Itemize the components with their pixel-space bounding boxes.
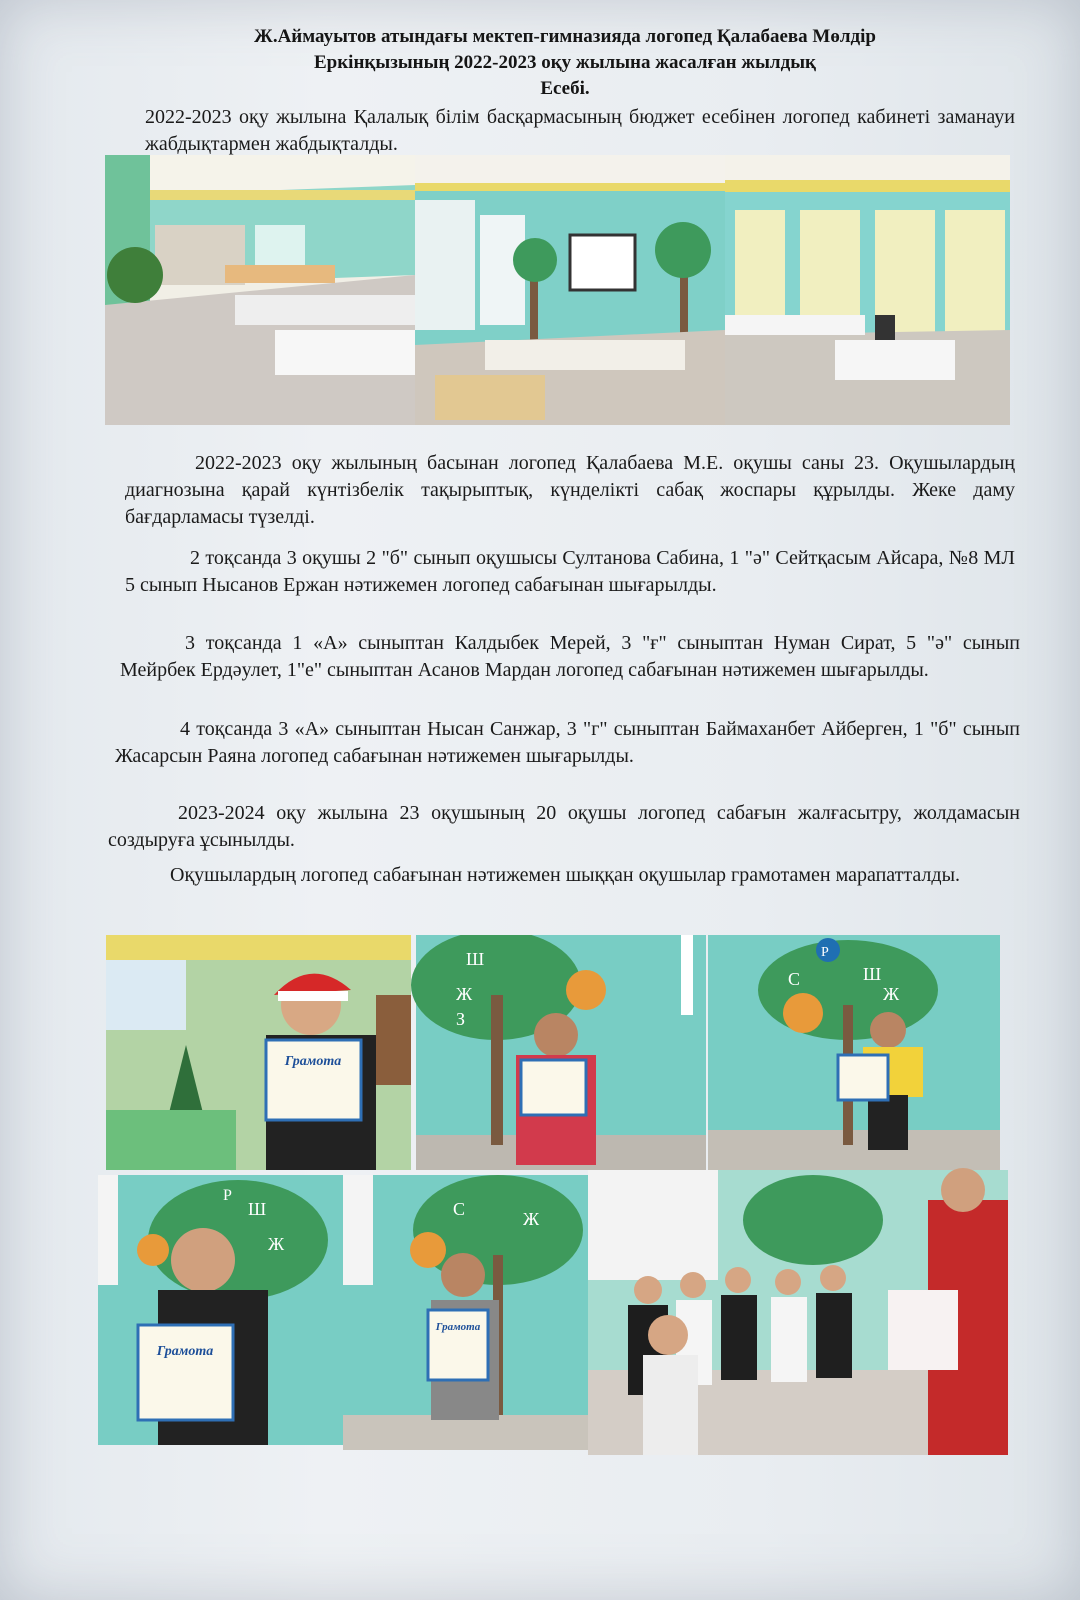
diploma-text: Грамота xyxy=(435,1321,481,1333)
title-line-1: Ж.Аймауытов атындағы мектеп-гимназияда логопед Қалабаева Мөлдір xyxy=(254,26,876,47)
classroom-photo-middle xyxy=(415,155,725,425)
diploma-text: Грамота xyxy=(156,1344,214,1359)
tree-letter: Р xyxy=(223,1187,232,1204)
award-photo-1 xyxy=(106,935,411,1170)
diploma-text: Грамота xyxy=(284,1054,342,1069)
award-photo-6 xyxy=(588,1168,1008,1455)
tree-letter: Ж xyxy=(456,984,473,1004)
paragraph-students-count: 2022-2023 оқу жылының басынан логопед Қалабаева М.Е. оқушы саны 23. Оқушылардың диагнозына қарай күнтізбелік тақырыптық, күнделікті сабақ жоспары құрылды. Жеке даму бағдарламасы түзелді. xyxy=(125,452,1015,528)
award-photo-4 xyxy=(98,1175,343,1445)
tree-letter: Ж xyxy=(883,984,900,1004)
classroom-photos xyxy=(105,155,1010,425)
award-photo-5 xyxy=(343,1175,588,1450)
tree-letter: С xyxy=(453,1199,466,1219)
tree-letter: Р xyxy=(821,945,829,960)
paragraph-quarter-3: 3 тоқсанда 1 «А» сыныптан Калдыбек Мерей, 3 "ғ" сыныптан Нуман Сират, 5 "ә" сынып Мейрбек Ердәулет, 1"е" сыныптан Асанов Мардан логопед сабағынан нәтижемен шығарылды. xyxy=(120,632,1020,681)
paragraph-equipment: 2022-2023 оқу жылына Қалалық білім басқармасының бюджет есебінен логопед кабинеті заманауи жабдықтармен жабдықталды. xyxy=(145,106,1015,155)
award-photo-3 xyxy=(708,935,1000,1170)
paragraph-quarter-2: 2 тоқсанда 3 оқушы 2 "б" сынып оқушысы Султанова Сабина, 1 "ә" Сейтқасым Айсара, №8 МЛ 5 сынып Нысанов Ержан нәтижемен логопед сабағынан шығарылды. xyxy=(125,547,1015,596)
title-line-3: Есебі. xyxy=(540,78,590,99)
title-line-2: Еркінқызының 2022-2023 оқу жылына жасалған жылдық xyxy=(314,52,816,73)
tree-letter: Ж xyxy=(268,1234,285,1254)
tree-letter: Ш xyxy=(863,964,882,984)
paragraph-awards: Оқушылардың логопед сабағынан нәтижемен шыққан оқушылар грамотамен марапатталды. xyxy=(170,864,961,886)
tree-letter: Ж xyxy=(523,1209,540,1229)
tree-letter: З xyxy=(456,1009,466,1029)
document-title xyxy=(150,24,980,102)
tree-letter: Ш xyxy=(466,949,485,969)
paragraph-next-year: 2023-2024 оқу жылына 23 оқушының 20 оқушы логопед сабағын жалғасытру, жолдамасын создыруға ұсынылды. xyxy=(108,802,1020,851)
classroom-photo-left xyxy=(105,155,415,425)
tree-letter: С xyxy=(788,969,801,989)
classroom-photo-right xyxy=(725,155,1010,425)
award-photo-2 xyxy=(411,935,706,1170)
award-photo-grid xyxy=(98,935,1020,1475)
tree-letter: Ш xyxy=(248,1199,267,1219)
paragraph-quarter-4: 4 тоқсанда 3 «А» сыныптан Нысан Санжар, 3 "г" сыныптан Баймаханбет Айберген, 1 "б" сынып Жасарсын Раяна логопед сабағынан нәтижемен шығарылды. xyxy=(115,718,1020,767)
classroom-photo-strip xyxy=(105,155,1010,425)
award-photos xyxy=(98,935,1020,1475)
